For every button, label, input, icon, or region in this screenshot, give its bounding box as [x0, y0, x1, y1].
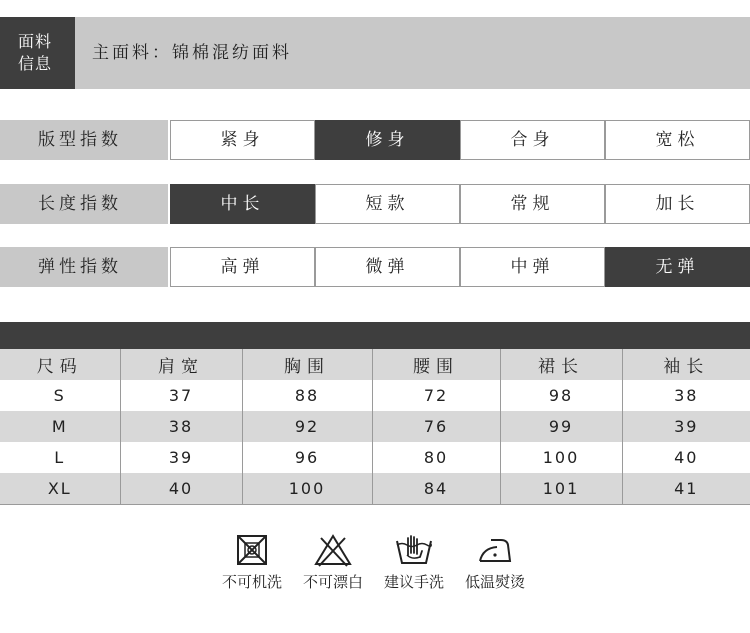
- elasticity-option: 中弹: [460, 247, 605, 287]
- table-cell: 88: [242, 380, 372, 411]
- table-cell: 39: [622, 411, 750, 442]
- fabric-tag-line2: 信息: [18, 54, 53, 73]
- table-cell: 96: [242, 442, 372, 473]
- size-table-header-bar: [0, 322, 750, 349]
- low-iron-icon: [475, 533, 515, 567]
- table-cell: 41: [622, 473, 750, 504]
- size-table-header-row: [0, 349, 750, 380]
- fit-option: 紧身: [170, 120, 315, 160]
- fit-index-row: [0, 120, 750, 160]
- header-sleeve-length: 袖长: [622, 349, 750, 380]
- fabric-text: 主面料：锦棉混纺面料: [92, 43, 292, 63]
- header-size: 尺码: [0, 349, 120, 380]
- header-skirt-length: 裙长: [500, 349, 622, 380]
- table-cell: 40: [622, 442, 750, 473]
- length-index-label: 长度指数: [0, 184, 168, 224]
- table-row: [0, 380, 750, 411]
- care-label: 不可机洗: [221, 573, 282, 591]
- fit-option-selected: 修身: [315, 120, 460, 160]
- table-cell: L: [0, 442, 120, 473]
- table-cell: 98: [500, 380, 622, 411]
- care-no-machine-wash: [212, 533, 292, 592]
- elasticity-index-label: 弹性指数: [0, 247, 168, 287]
- elasticity-option: 高弹: [170, 247, 315, 287]
- table-cell: 37: [120, 380, 242, 411]
- hand-wash-icon: [394, 533, 434, 567]
- table-row: [0, 473, 750, 504]
- care-label: 不可漂白: [302, 573, 363, 591]
- length-option: 常规: [460, 184, 605, 224]
- elasticity-index-row: [0, 247, 750, 287]
- fabric-info: [0, 17, 750, 89]
- care-label: 建议手洗: [383, 573, 444, 591]
- elasticity-option-selected: 无弹: [605, 247, 750, 287]
- table-cell: 72: [372, 380, 500, 411]
- size-table: [0, 349, 750, 505]
- length-option: 短款: [315, 184, 460, 224]
- fabric-tag-line1: 面料: [18, 32, 53, 51]
- table-cell: 101: [500, 473, 622, 504]
- table-cell: 92: [242, 411, 372, 442]
- table-cell: 38: [622, 380, 750, 411]
- care-no-bleach: [293, 533, 373, 592]
- table-cell: 99: [500, 411, 622, 442]
- table-cell: 39: [120, 442, 242, 473]
- header-shoulder: 肩宽: [120, 349, 242, 380]
- care-hand-wash: [374, 533, 454, 592]
- table-cell: 84: [372, 473, 500, 504]
- table-cell: 38: [120, 411, 242, 442]
- table-cell: 100: [242, 473, 372, 504]
- header-bust: 胸围: [242, 349, 372, 380]
- no-machine-wash-icon: [235, 533, 269, 567]
- table-row: [0, 411, 750, 442]
- table-cell: 100: [500, 442, 622, 473]
- table-row: [0, 442, 750, 473]
- table-cell: M: [0, 411, 120, 442]
- care-label: 低温熨烫: [464, 573, 525, 591]
- length-option: 加长: [605, 184, 750, 224]
- table-cell: 80: [372, 442, 500, 473]
- fit-option: 宽松: [605, 120, 750, 160]
- table-cell: 40: [120, 473, 242, 504]
- fit-index-label: 版型指数: [0, 120, 168, 160]
- fit-option: 合身: [460, 120, 605, 160]
- fabric-tag: [0, 17, 75, 89]
- elasticity-option: 微弹: [315, 247, 460, 287]
- header-waist: 腰围: [372, 349, 500, 380]
- no-bleach-icon: [313, 533, 353, 567]
- table-cell: S: [0, 380, 120, 411]
- length-option-selected: 中长: [170, 184, 315, 224]
- care-low-iron: [455, 533, 535, 592]
- table-cell: 76: [372, 411, 500, 442]
- table-cell: XL: [0, 473, 120, 504]
- length-index-row: [0, 184, 750, 224]
